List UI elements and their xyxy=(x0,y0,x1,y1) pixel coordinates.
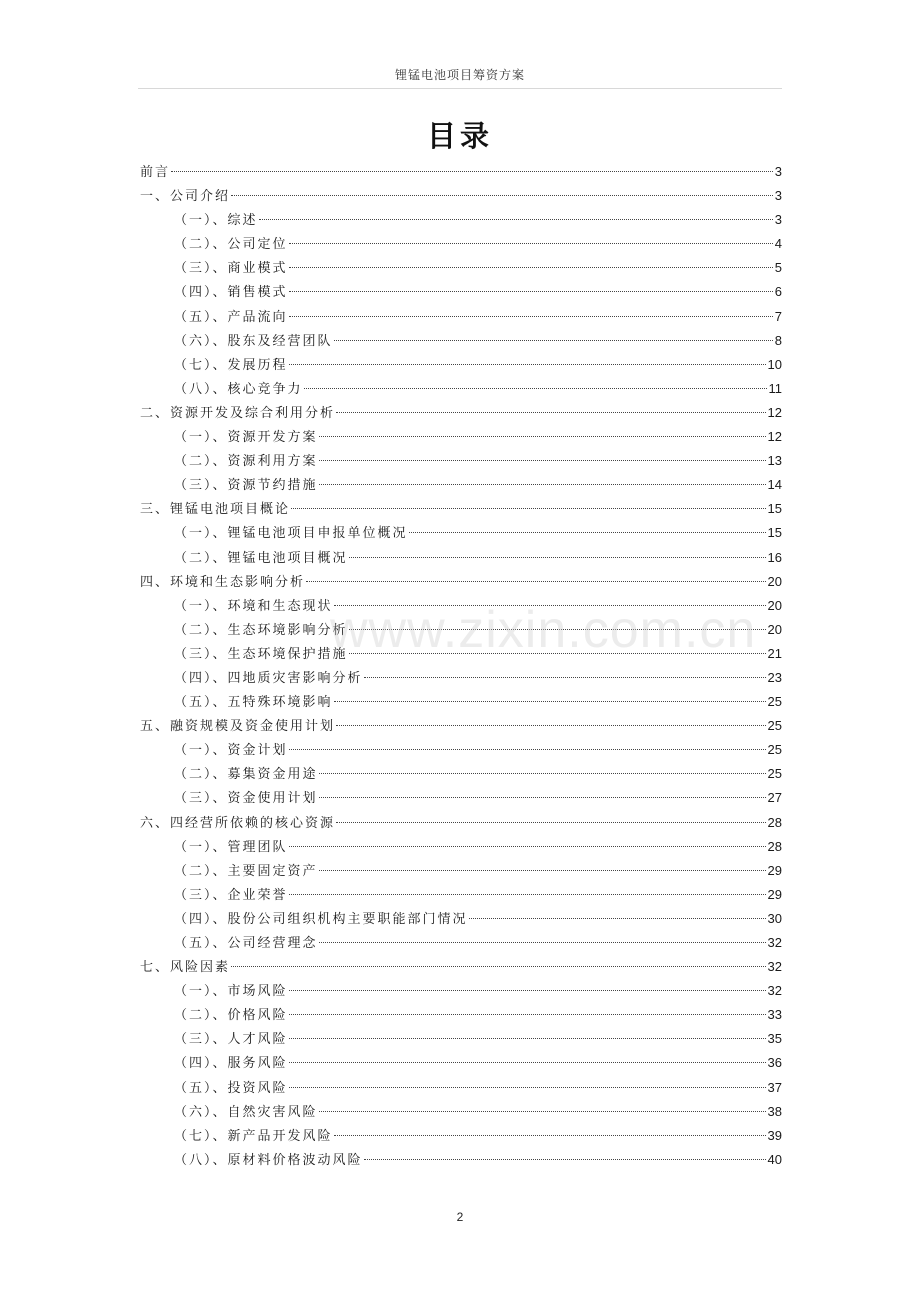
toc-entry[interactable] xyxy=(140,401,782,425)
toc-entry-label: （六）、股东及经营团队 xyxy=(174,333,333,349)
toc-entry-label: 三、锂锰电池项目概论 xyxy=(140,502,291,518)
toc-dot-leader xyxy=(319,460,766,461)
toc-entry-page: 11 xyxy=(768,380,782,396)
toc-dot-leader xyxy=(306,581,766,582)
toc-dot-leader xyxy=(289,1062,766,1063)
toc-entry[interactable] xyxy=(140,1076,782,1100)
toc-title: 目录 xyxy=(426,119,493,153)
toc-entry[interactable] xyxy=(140,425,782,449)
toc-entry-page: 6 xyxy=(774,284,782,300)
toc-dot-leader xyxy=(259,219,773,220)
toc-entry-page: 15 xyxy=(767,501,782,517)
toc-entry[interactable] xyxy=(140,1051,782,1075)
toc-dot-leader xyxy=(289,846,766,847)
toc-entry[interactable] xyxy=(140,714,782,738)
toc-entry[interactable] xyxy=(140,859,782,883)
toc-entry[interactable] xyxy=(140,762,782,786)
toc-entry-page: 3 xyxy=(774,164,782,179)
toc-entry[interactable] xyxy=(140,811,782,835)
toc-entry[interactable] xyxy=(140,1027,782,1051)
toc-entry[interactable] xyxy=(140,1003,782,1027)
toc-entry-label: （四）、销售模式 xyxy=(174,285,288,301)
toc-entry-page: 32 xyxy=(767,935,782,950)
toc-entry-label: 六、四经营所依赖的核心资源 xyxy=(140,815,336,831)
toc-entry[interactable] xyxy=(140,618,782,642)
toc-dot-leader xyxy=(334,701,766,702)
toc-entry[interactable] xyxy=(140,883,782,907)
toc-dot-leader xyxy=(289,267,773,268)
toc-entry-label: （一）、管理团队 xyxy=(174,839,288,855)
toc-entry[interactable] xyxy=(140,232,782,256)
toc-entry-page: 38 xyxy=(767,1103,782,1119)
toc-entry-label: （二）、资源利用方案 xyxy=(174,454,318,470)
toc-dot-leader xyxy=(319,1111,766,1112)
toc-dot-leader xyxy=(289,1038,766,1039)
toc-entry-page: 39 xyxy=(767,1127,782,1143)
toc-entry-page: 37 xyxy=(767,1079,782,1095)
toc-entry-page: 4 xyxy=(774,236,782,252)
toc-entry-label: （八）、核心竞争力 xyxy=(174,381,303,397)
toc-entry-label: 四、环境和生态影响分析 xyxy=(140,574,306,590)
toc-entry[interactable] xyxy=(140,449,782,473)
toc-entry-page: 20 xyxy=(767,621,782,637)
toc-entry[interactable] xyxy=(140,955,782,979)
toc-dot-leader xyxy=(289,364,766,365)
toc-entry-label: （七）、发展历程 xyxy=(174,357,288,373)
toc-entry[interactable] xyxy=(140,256,782,280)
toc-dot-leader xyxy=(364,1159,766,1160)
toc-entry-label: （二）、价格风险 xyxy=(174,1008,288,1024)
toc-entry-page: 28 xyxy=(767,838,782,854)
toc-entry-label: （四）、服务风险 xyxy=(174,1056,288,1072)
toc-entry[interactable] xyxy=(140,1148,782,1172)
toc-entry[interactable] xyxy=(140,546,782,570)
header-divider xyxy=(138,88,782,89)
toc-entry-label: （五）、产品流向 xyxy=(174,309,288,325)
toc-dot-leader xyxy=(319,870,766,871)
toc-entry-page: 36 xyxy=(767,1055,782,1071)
toc-dot-leader xyxy=(334,605,766,606)
toc-entry-label: （六）、自然灾害风险 xyxy=(174,1104,318,1120)
toc-dot-leader xyxy=(319,797,766,798)
toc-entry-page: 10 xyxy=(767,356,782,372)
toc-dot-leader xyxy=(319,436,766,437)
toc-entry-page: 12 xyxy=(767,404,782,420)
toc-entry-page: 14 xyxy=(767,477,782,493)
toc-dot-leader xyxy=(289,990,766,991)
toc-entry-page: 33 xyxy=(767,1007,782,1023)
toc-entry-label: 二、资源开发及综合利用分析 xyxy=(140,405,336,421)
toc-entry-page: 20 xyxy=(767,573,782,589)
toc-entry-label: （三）、人才风险 xyxy=(174,1032,288,1048)
toc-entry-label: （一）、资金计划 xyxy=(174,743,288,759)
toc-dot-leader xyxy=(336,412,766,413)
toc-entry-label: （三）、资源节约措施 xyxy=(174,478,318,494)
toc-entry-page: 28 xyxy=(767,814,782,830)
toc-entry[interactable] xyxy=(140,473,782,497)
table-of-contents xyxy=(140,160,782,1172)
toc-entry-page: 32 xyxy=(767,959,782,975)
toc-entry-label: （一）、资源开发方案 xyxy=(174,430,318,446)
toc-entry-page: 29 xyxy=(767,862,782,878)
toc-dot-leader xyxy=(291,508,766,509)
toc-entry[interactable] xyxy=(140,738,782,762)
toc-entry-label: （二）、募集资金用途 xyxy=(174,767,318,783)
toc-dot-leader xyxy=(289,1014,766,1015)
toc-entry-page: 21 xyxy=(767,645,782,661)
toc-entry[interactable] xyxy=(140,305,782,329)
toc-entry[interactable] xyxy=(140,160,782,184)
toc-entry-label: （三）、资金使用计划 xyxy=(174,791,318,807)
page-number: 2 xyxy=(456,1210,464,1224)
toc-entry-label: （五）、公司经营理念 xyxy=(174,936,318,951)
toc-entry-label: （一）、锂锰电池项目申报单位概况 xyxy=(174,526,408,542)
toc-entry[interactable] xyxy=(140,497,782,521)
toc-dot-leader xyxy=(231,195,773,196)
toc-entry[interactable] xyxy=(140,594,782,618)
toc-dot-leader xyxy=(364,677,766,678)
toc-dot-leader xyxy=(289,1087,766,1088)
toc-entry-page: 25 xyxy=(767,718,782,734)
toc-entry-label: （四）、四地质灾害影响分析 xyxy=(174,670,363,686)
toc-entry[interactable] xyxy=(140,570,782,594)
toc-entry-label: （二）、公司定位 xyxy=(174,237,288,253)
toc-dot-leader xyxy=(289,894,766,895)
toc-entry[interactable] xyxy=(140,786,782,810)
toc-entry[interactable] xyxy=(140,280,782,304)
toc-dot-leader xyxy=(349,653,766,654)
toc-entry-page: 7 xyxy=(774,308,782,324)
toc-entry[interactable] xyxy=(140,184,782,208)
toc-dot-leader xyxy=(409,532,766,533)
toc-dot-leader xyxy=(304,388,767,389)
toc-entry-page: 25 xyxy=(767,742,782,758)
toc-entry-label: 七、风险因素 xyxy=(140,960,231,976)
toc-entry[interactable] xyxy=(140,329,782,353)
toc-dot-leader xyxy=(171,171,773,172)
toc-entry-label: （五）、五特殊环境影响 xyxy=(174,695,333,711)
toc-dot-leader xyxy=(231,966,766,967)
toc-dot-leader xyxy=(334,1135,766,1136)
toc-entry[interactable] xyxy=(140,907,782,931)
toc-entry-page: 8 xyxy=(774,332,782,348)
toc-entry-label: （五）、投资风险 xyxy=(174,1080,288,1096)
toc-entry[interactable] xyxy=(140,353,782,377)
toc-entry-page: 12 xyxy=(767,429,782,445)
toc-dot-leader xyxy=(336,822,766,823)
toc-entry-page: 27 xyxy=(767,790,782,806)
toc-dot-leader xyxy=(336,725,766,726)
toc-dot-leader xyxy=(289,243,773,244)
toc-entry-page: 13 xyxy=(767,453,782,469)
toc-entry-page: 32 xyxy=(767,983,782,999)
toc-dot-leader xyxy=(349,557,766,558)
toc-entry[interactable] xyxy=(140,1124,782,1148)
toc-dot-leader xyxy=(289,749,766,750)
toc-dot-leader xyxy=(469,918,766,919)
toc-dot-leader xyxy=(319,484,766,485)
toc-entry[interactable] xyxy=(140,377,782,401)
toc-dot-leader xyxy=(289,316,773,317)
running-header: 锂锰电池项目筹资方案 xyxy=(394,68,525,82)
toc-entry-page: 23 xyxy=(767,669,782,685)
toc-entry[interactable] xyxy=(140,931,782,955)
toc-dot-leader xyxy=(319,942,766,943)
toc-entry-page: 40 xyxy=(767,1151,782,1167)
toc-entry-page: 3 xyxy=(774,212,782,228)
toc-entry[interactable] xyxy=(140,666,782,690)
toc-entry-page: 20 xyxy=(767,597,782,613)
toc-entry-label: 五、融资规模及资金使用计划 xyxy=(140,719,336,735)
toc-entry-label: （七）、新产品开发风险 xyxy=(174,1128,333,1144)
toc-entry-label: （二）、生态环境影响分析 xyxy=(174,622,348,638)
toc-entry-page: 25 xyxy=(767,766,782,782)
toc-entry-label: （三）、商业模式 xyxy=(174,261,288,277)
toc-entry-page: 25 xyxy=(767,694,782,710)
toc-entry-label: （四）、股份公司组织机构主要职能部门情况 xyxy=(174,911,468,927)
toc-entry-label: （二）、主要固定资产 xyxy=(174,863,318,879)
toc-entry-label: 一、公司介绍 xyxy=(140,189,231,205)
toc-entry[interactable] xyxy=(140,208,782,232)
toc-entry-page: 15 xyxy=(767,525,782,541)
toc-entry-page: 5 xyxy=(774,260,782,276)
toc-entry-label: （一）、环境和生态现状 xyxy=(174,598,333,614)
toc-entry-label: （三）、生态环境保护措施 xyxy=(174,646,348,662)
toc-dot-leader xyxy=(334,340,773,341)
toc-entry-label: （八）、原材料价格波动风险 xyxy=(174,1152,363,1168)
toc-dot-leader xyxy=(319,773,766,774)
toc-entry[interactable] xyxy=(140,690,782,714)
toc-entry[interactable] xyxy=(140,521,782,545)
toc-entry-label: 前言 xyxy=(140,165,171,180)
toc-entry[interactable] xyxy=(140,642,782,666)
toc-entry-page: 29 xyxy=(767,886,782,902)
toc-entry-label: （二）、锂锰电池项目概况 xyxy=(174,550,348,566)
toc-entry-page: 35 xyxy=(767,1031,782,1047)
toc-entry-page: 3 xyxy=(774,188,782,204)
toc-entry[interactable] xyxy=(140,1100,782,1124)
toc-entry[interactable] xyxy=(140,979,782,1003)
toc-dot-leader xyxy=(289,291,773,292)
watermark: www.zixin.com.cn xyxy=(330,601,757,659)
toc-entry[interactable] xyxy=(140,835,782,859)
toc-entry-label: （一）、市场风险 xyxy=(174,984,288,1000)
toc-entry-label: （三）、企业荣誉 xyxy=(174,887,288,903)
toc-entry-page: 30 xyxy=(767,910,782,926)
toc-entry-page: 16 xyxy=(767,549,782,565)
toc-dot-leader xyxy=(349,629,766,630)
toc-entry-label: （一）、综述 xyxy=(174,213,258,229)
